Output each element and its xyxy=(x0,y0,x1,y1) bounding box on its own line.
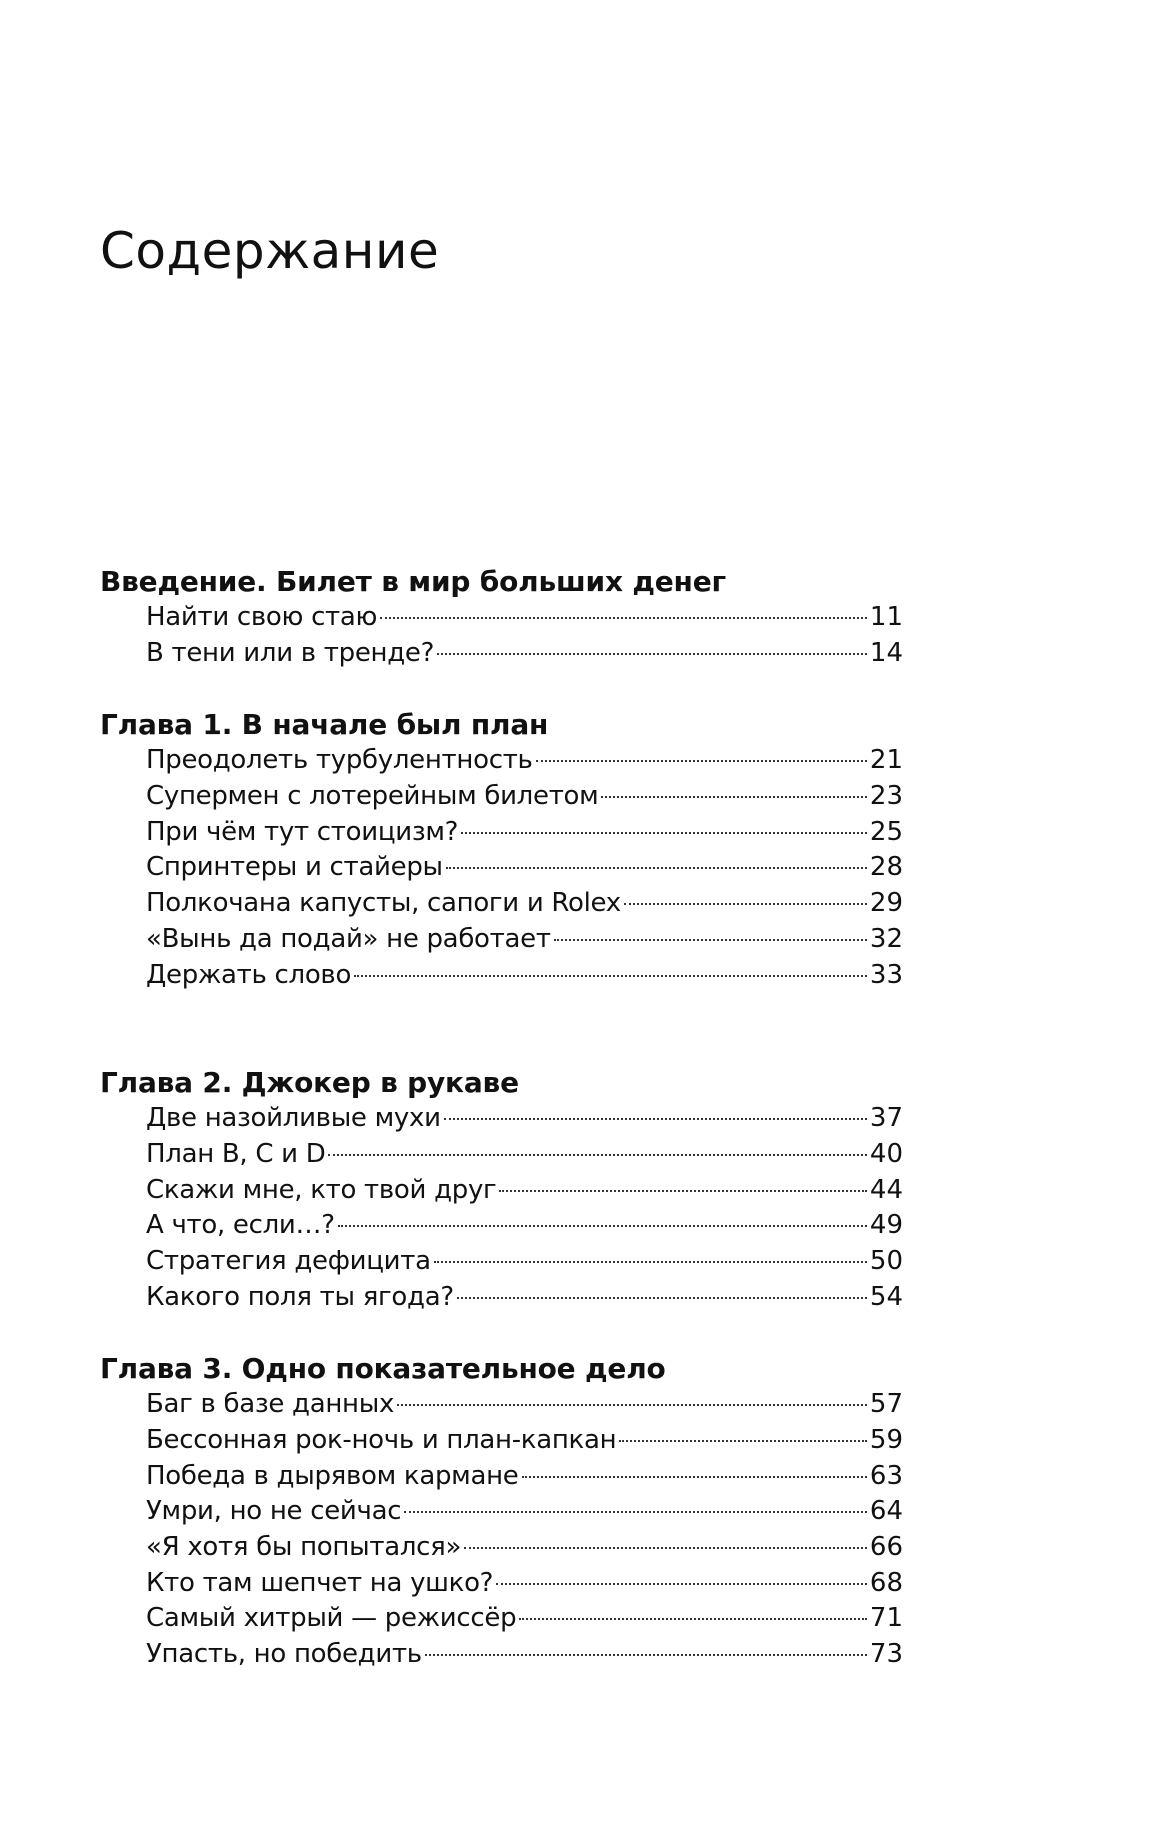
toc-entry[interactable] xyxy=(146,1173,903,1209)
toc-entry[interactable] xyxy=(146,779,903,815)
entry-title: Упасть, но победить xyxy=(146,1639,422,1670)
entry-title: Умри, но не сейчас xyxy=(146,1496,402,1527)
section-spacer xyxy=(100,1315,903,1351)
entry-title: «Я хотя бы попытался» xyxy=(146,1532,462,1563)
toc-entry[interactable] xyxy=(146,1423,903,1459)
toc-entry[interactable] xyxy=(146,1137,903,1173)
entry-page-number: 73 xyxy=(869,1639,903,1670)
entry-page-number: 29 xyxy=(869,888,903,919)
entry-title: Преодолеть турбулентность xyxy=(146,745,533,776)
entry-list xyxy=(100,600,903,671)
page-title: Содержание xyxy=(100,222,440,280)
entry-page-number: 64 xyxy=(869,1496,903,1527)
toc-entry[interactable] xyxy=(146,1101,903,1137)
dot-leader xyxy=(496,1583,867,1585)
entry-title: Какого поля ты ягода? xyxy=(146,1281,454,1312)
dot-leader xyxy=(446,867,867,869)
toc-entry[interactable] xyxy=(146,743,903,779)
toc-entry[interactable] xyxy=(146,886,903,922)
entry-page-number: 68 xyxy=(869,1567,903,1598)
entry-page-number: 11 xyxy=(869,602,903,632)
entry-page-number: 28 xyxy=(869,852,903,883)
entry-title: Скажи мне, кто твой друг xyxy=(146,1174,497,1205)
entry-title: Две назойливые мухи xyxy=(146,1103,441,1134)
dot-leader xyxy=(397,1404,867,1406)
toc-entry[interactable] xyxy=(146,1459,903,1495)
dot-leader xyxy=(354,975,867,977)
section-heading[interactable]: Глава 2. Джокер в рукаве xyxy=(100,1066,519,1100)
dot-leader xyxy=(601,796,866,798)
entry-title: При чём тут стоицизм? xyxy=(146,816,459,847)
toc-entry[interactable] xyxy=(146,1387,903,1423)
toc-entry[interactable] xyxy=(146,1494,903,1530)
entry-page-number: 49 xyxy=(869,1210,903,1241)
entry-list xyxy=(100,743,903,993)
dot-leader xyxy=(444,1118,867,1120)
entry-page-number: 57 xyxy=(869,1389,903,1420)
entry-page-number: 59 xyxy=(869,1425,903,1455)
entry-title: В тени или в тренде? xyxy=(146,637,435,668)
entry-page-number: 23 xyxy=(869,781,903,812)
section-spacer xyxy=(100,993,903,1065)
dot-leader xyxy=(522,1476,867,1478)
dot-leader xyxy=(437,653,867,655)
entry-page-number: 71 xyxy=(869,1603,903,1634)
entry-page-number: 40 xyxy=(869,1138,903,1169)
dot-leader xyxy=(425,1654,867,1656)
toc-section-chapter-1 xyxy=(100,707,903,993)
entry-title: Полкочана капусты, сапоги и Rolex xyxy=(146,888,621,919)
dot-leader xyxy=(624,903,867,905)
entry-list xyxy=(100,1387,903,1673)
toc-section-introduction xyxy=(100,564,903,671)
entry-page-number: 54 xyxy=(869,1281,903,1312)
section-heading[interactable]: Введение. Билет в мир больших денег xyxy=(100,565,726,598)
entry-title: Стратегия дефицита xyxy=(146,1245,431,1276)
entry-title: Найти свою стаю xyxy=(146,602,378,632)
dot-leader xyxy=(519,1618,867,1620)
entry-page-number: 63 xyxy=(869,1460,903,1491)
toc-entry[interactable] xyxy=(146,815,903,851)
toc-entry[interactable] xyxy=(146,1530,903,1566)
entry-title: Спринтеры и стайеры xyxy=(146,852,443,883)
toc-section-chapter-3 xyxy=(100,1351,903,1673)
toc-section-chapter-2 xyxy=(100,1065,903,1315)
entry-page-number: 37 xyxy=(869,1103,903,1134)
entry-title: «Вынь да подай» не работает xyxy=(146,923,551,954)
entry-title: План B, C и D xyxy=(146,1138,326,1169)
dot-leader xyxy=(338,1225,867,1227)
section-heading[interactable]: Глава 3. Одно показательное дело xyxy=(100,1352,666,1386)
table-of-contents xyxy=(100,564,903,1673)
entry-title: Кто там шепчет на ушко? xyxy=(146,1567,494,1598)
toc-entry[interactable] xyxy=(146,1601,903,1637)
dot-leader xyxy=(457,1297,867,1299)
entry-title: Супермен с лотерейным билетом xyxy=(146,781,599,812)
entry-title: Победа в дырявом кармане xyxy=(146,1460,519,1491)
section-spacer xyxy=(100,671,903,707)
entry-page-number: 14 xyxy=(869,637,903,668)
toc-entry[interactable] xyxy=(146,958,903,994)
entry-page-number: 25 xyxy=(869,816,903,847)
toc-entry[interactable] xyxy=(146,1637,903,1673)
dot-leader xyxy=(554,939,867,941)
dot-leader xyxy=(536,760,867,762)
entry-list xyxy=(100,1101,903,1315)
entry-page-number: 32 xyxy=(869,923,903,954)
toc-entry[interactable] xyxy=(146,1244,903,1280)
entry-title: Баг в базе данных xyxy=(146,1389,395,1420)
section-heading[interactable]: Глава 1. В начале был план xyxy=(100,708,549,742)
toc-entry[interactable] xyxy=(146,850,903,886)
toc-entry[interactable] xyxy=(146,636,903,672)
entry-title: Самый хитрый — режиссёр xyxy=(146,1603,517,1634)
toc-entry[interactable] xyxy=(146,922,903,958)
entry-title: Держать слово xyxy=(146,959,352,990)
toc-entry[interactable] xyxy=(146,1280,903,1316)
entry-page-number: 21 xyxy=(869,745,903,776)
toc-entry[interactable] xyxy=(146,1566,903,1602)
dot-leader xyxy=(461,832,867,834)
toc-entry[interactable] xyxy=(146,1208,903,1244)
dot-leader xyxy=(404,1511,867,1513)
entry-page-number: 44 xyxy=(869,1174,903,1205)
entry-page-number: 33 xyxy=(869,959,903,990)
dot-leader xyxy=(380,617,867,619)
dot-leader xyxy=(434,1261,867,1263)
dot-leader xyxy=(619,1440,867,1442)
dot-leader xyxy=(328,1154,866,1156)
entry-page-number: 50 xyxy=(869,1245,903,1276)
toc-entry[interactable] xyxy=(146,600,903,636)
entry-title: А что, если…? xyxy=(146,1210,335,1241)
entry-title: Бессонная рок-ночь и план-капкан xyxy=(146,1425,617,1455)
entry-page-number: 66 xyxy=(869,1532,903,1563)
dot-leader xyxy=(499,1190,867,1192)
dot-leader xyxy=(464,1547,867,1549)
